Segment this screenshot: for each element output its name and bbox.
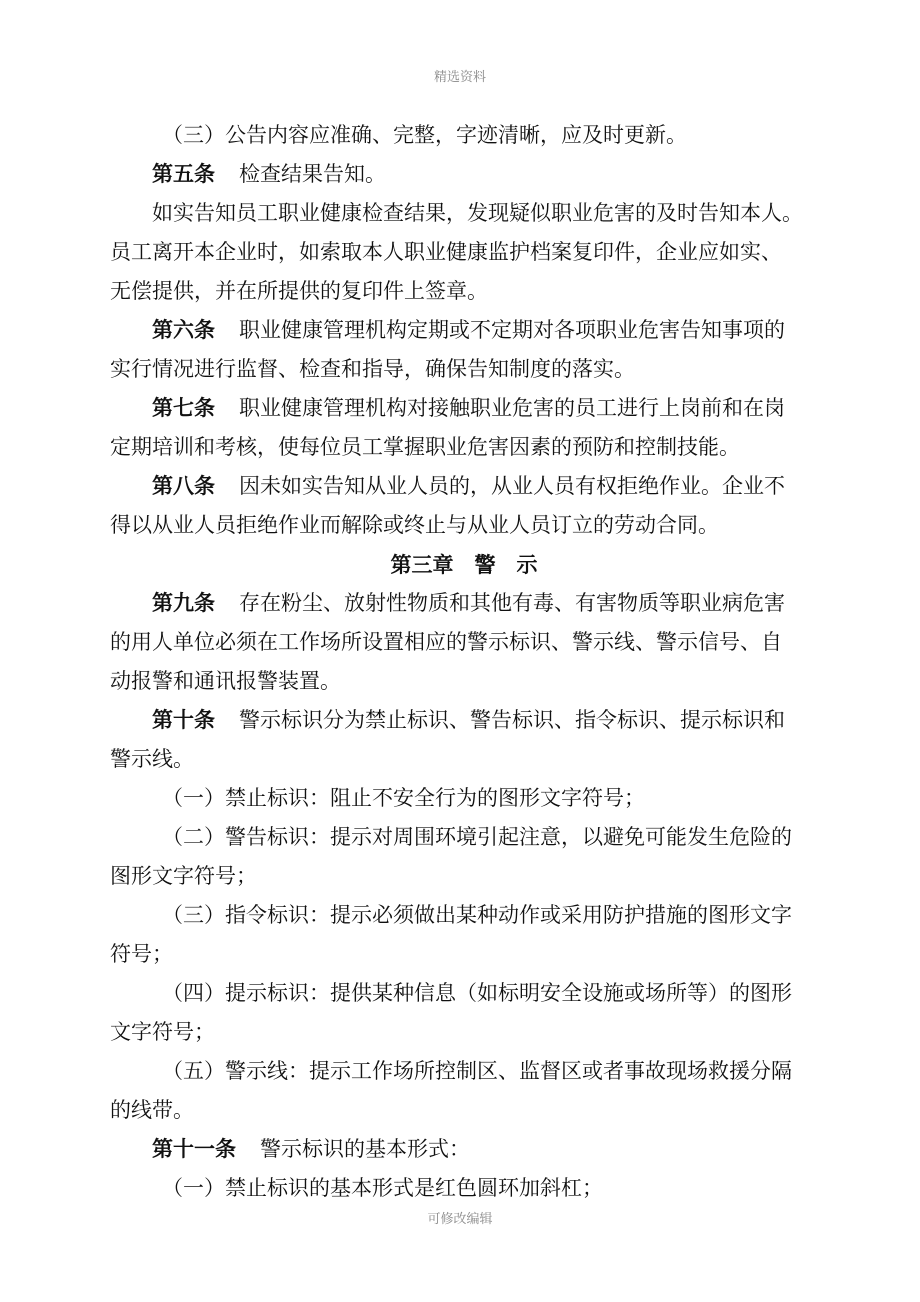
paragraph-line	[110, 779, 818, 818]
line-text: 图形文字符号；	[110, 864, 257, 888]
line-text: （一）禁止标识：阻止不安全行为的图形文字符号；	[162, 786, 645, 810]
line-text: 职业健康管理机构定期或不定期对各项职业危害告知事项的	[239, 318, 785, 342]
chapter-heading: 第三章 警 示	[390, 553, 538, 577]
paragraph-line	[110, 1169, 818, 1208]
paragraph-line	[110, 818, 818, 857]
article-number: 第五条	[152, 162, 215, 186]
line-text: 警示标识的基本形式：	[260, 1137, 470, 1161]
paragraph-line	[110, 1052, 818, 1091]
paragraph-line	[110, 857, 818, 896]
paragraph-line	[110, 155, 818, 194]
paragraph-line	[110, 389, 818, 428]
paragraph-line	[110, 272, 818, 311]
line-text: （一）禁止标识的基本形式是红色圆环加斜杠；	[162, 1176, 603, 1200]
line-text: （四）提示标识：提供某种信息（如标明安全设施或场所等）的图形	[162, 981, 792, 1005]
line-text: 检查结果告知。	[239, 162, 386, 186]
paragraph-line	[110, 116, 818, 155]
page-header: 精选资料	[433, 70, 486, 85]
line-text: （三）指令标识：提示必须做出某种动作或采用防护措施的图形文字	[162, 903, 792, 927]
paragraph-line	[110, 935, 818, 974]
line-text: （五）警示线：提示工作场所控制区、监督区或者事故现场救援分隔	[162, 1059, 792, 1083]
article-number: 第十条	[152, 708, 215, 732]
paragraph-line	[110, 467, 818, 506]
line-text: 动报警和通讯报警装置。	[110, 669, 341, 693]
line-text: 文字符号；	[110, 1020, 215, 1044]
paragraph-line	[110, 662, 818, 701]
article-number: 第七条	[152, 396, 215, 420]
article-number: 第十一条	[152, 1137, 236, 1161]
paragraph-line	[110, 350, 818, 389]
line-text: 警示线。	[110, 747, 194, 771]
paragraph-line	[110, 428, 818, 467]
paragraph-line	[110, 1091, 818, 1130]
line-text: 得以从业人员拒绝作业而解除或终止与从业人员订立的劳动合同。	[110, 513, 719, 537]
line-text: 员工离开本企业时，如索取本人职业健康监护档案复印件，企业应如实、	[110, 240, 782, 264]
paragraph-line	[110, 623, 818, 662]
chapter-title	[110, 545, 818, 584]
paragraph-line	[110, 584, 818, 623]
page-footer: 可修改编辑	[427, 1212, 493, 1227]
paragraph-line	[110, 311, 818, 350]
line-text: 的线带。	[110, 1098, 194, 1122]
article-number: 第六条	[152, 318, 215, 342]
line-text: 符号；	[110, 942, 173, 966]
paragraph-line	[110, 1130, 818, 1169]
line-text: 实行情况进行监督、检查和指导，确保告知制度的落实。	[110, 357, 635, 381]
line-text: 职业健康管理机构对接触职业危害的员工进行上岗前和在岗	[239, 396, 785, 420]
paragraph-line	[110, 974, 818, 1013]
line-text: 的用人单位必须在工作场所设置相应的警示标识、警示线、警示信号、自	[110, 630, 782, 654]
paragraph-line	[110, 194, 818, 233]
line-text: 如实告知员工职业健康检查结果，发现疑似职业危害的及时告知本人。	[152, 201, 803, 225]
line-text: 定期培训和考核，使每位员工掌握职业危害因素的预防和控制技能。	[110, 435, 740, 459]
article-number: 第八条	[152, 474, 215, 498]
document-body	[110, 116, 818, 1208]
paragraph-line	[110, 896, 818, 935]
paragraph-line	[110, 1013, 818, 1052]
line-text: （二）警告标识：提示对周围环境引起注意，以避免可能发生危险的	[162, 825, 792, 849]
line-text: 警示标识分为禁止标识、警告标识、指令标识、提示标识和	[239, 708, 785, 732]
paragraph-line	[110, 701, 818, 740]
paragraph-line	[110, 740, 818, 779]
line-text: 因未如实告知从业人员的，从业人员有权拒绝作业。企业不	[239, 474, 785, 498]
paragraph-line	[110, 506, 818, 545]
line-text: 存在粉尘、放射性物质和其他有毒、有害物质等职业病危害	[239, 591, 785, 615]
article-number: 第九条	[152, 591, 215, 615]
line-text: （三）公告内容应准确、完整，字迹清晰，应及时更新。	[162, 123, 687, 147]
paragraph-line	[110, 233, 818, 272]
line-text: 无偿提供，并在所提供的复印件上签章。	[110, 279, 488, 303]
